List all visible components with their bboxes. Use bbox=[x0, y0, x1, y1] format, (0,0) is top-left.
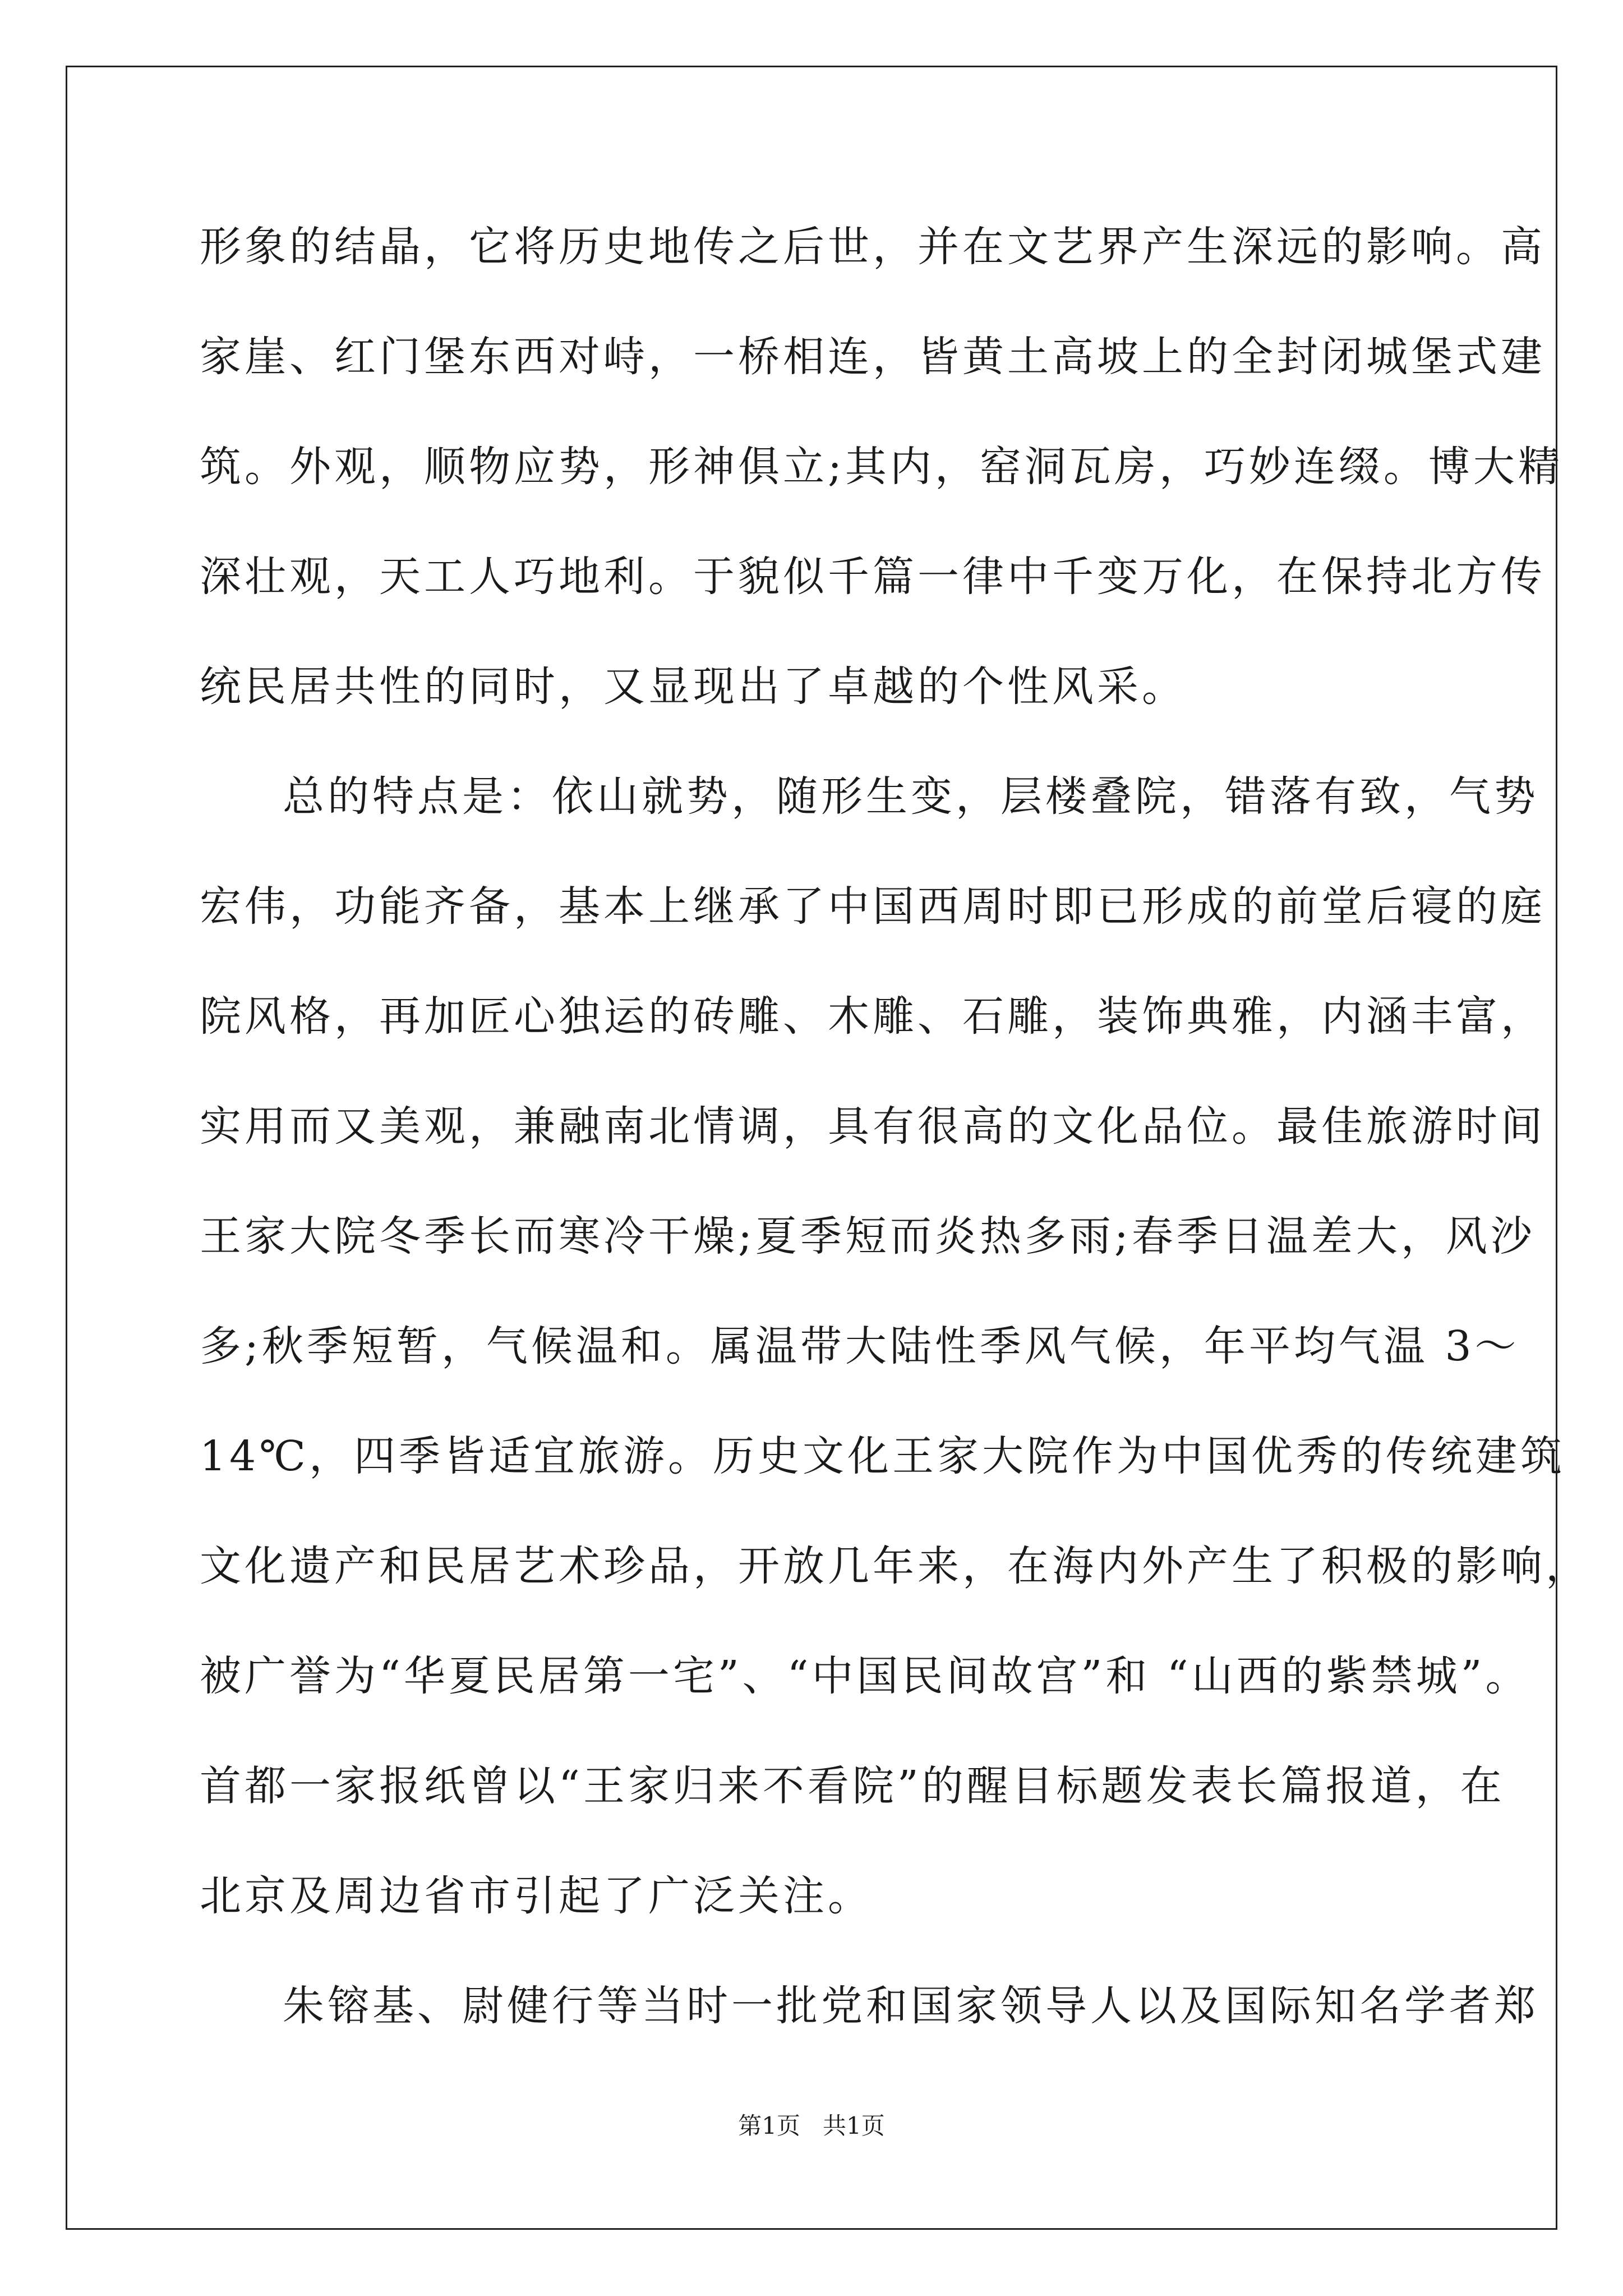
text-line: 筑。外观，顺物应势，形神俱立;其内，窑洞瓦房，巧妙连缀。博大精 bbox=[200, 443, 1563, 491]
document-body bbox=[200, 192, 1590, 2061]
text-line: 北京及周边省市引起了广泛关注。 bbox=[200, 1872, 873, 1920]
text-line: 深壮观，天工人巧地利。于貌似千篇一律中千变万化，在保持北方传 bbox=[200, 553, 1546, 601]
text-line: 宏伟，功能齐备，基本上继承了中国西周时即已形成的前堂后寝的庭 bbox=[200, 882, 1546, 931]
text-line: 多;秋季短暂，气候温和。属温带大陆性季风气候，年平均气温 3～ bbox=[200, 1322, 1520, 1370]
text-line: 文化遗产和民居艺术珍品，开放几年来，在海内外产生了积极的影响， bbox=[200, 1542, 1590, 1590]
text-line: 14℃，四季皆适宜旅游。历史文化王家大院作为中国优秀的传统建筑 bbox=[200, 1432, 1565, 1480]
text-line: 家崖、红门堡东西对峙，一桥相连，皆黄土高坡上的全封闭城堡式建 bbox=[200, 333, 1546, 381]
text-line: 总的特点是：依山就势，随形生变，层楼叠院，错落有致，气势 bbox=[283, 772, 1539, 821]
text-line: 院风格，再加匠心独运的砖雕、木雕、石雕，装饰典雅，内涵丰富， bbox=[200, 992, 1546, 1041]
text-line: 王家大院冬季长而寒冷干燥;夏季短而炎热多雨;春季日温差大，风沙 bbox=[200, 1212, 1536, 1260]
page-number: 第1页 共1页 bbox=[738, 2112, 885, 2139]
text-line: 统民居共性的同时，又显现出了卓越的个性风采。 bbox=[200, 662, 1187, 711]
text-line: 被广誉为“华夏民居第一宅”、“中国民间故宫”和 “山西的紫禁城”。 bbox=[200, 1652, 1530, 1700]
text-line: 实用而又美观，兼融南北情调，具有很高的文化品位。最佳旅游时间 bbox=[200, 1102, 1546, 1151]
text-line: 形象的结晶，它将历史地传之后世，并在文艺界产生深远的影响。高 bbox=[200, 223, 1546, 271]
text-line: 朱镕基、尉健行等当时一批党和国家领导人以及国际知名学者郑 bbox=[283, 1982, 1539, 2030]
text-line: 首都一家报纸曾以“王家归来不看院”的醒目标题发表长篇报道，在 bbox=[200, 1762, 1505, 1810]
